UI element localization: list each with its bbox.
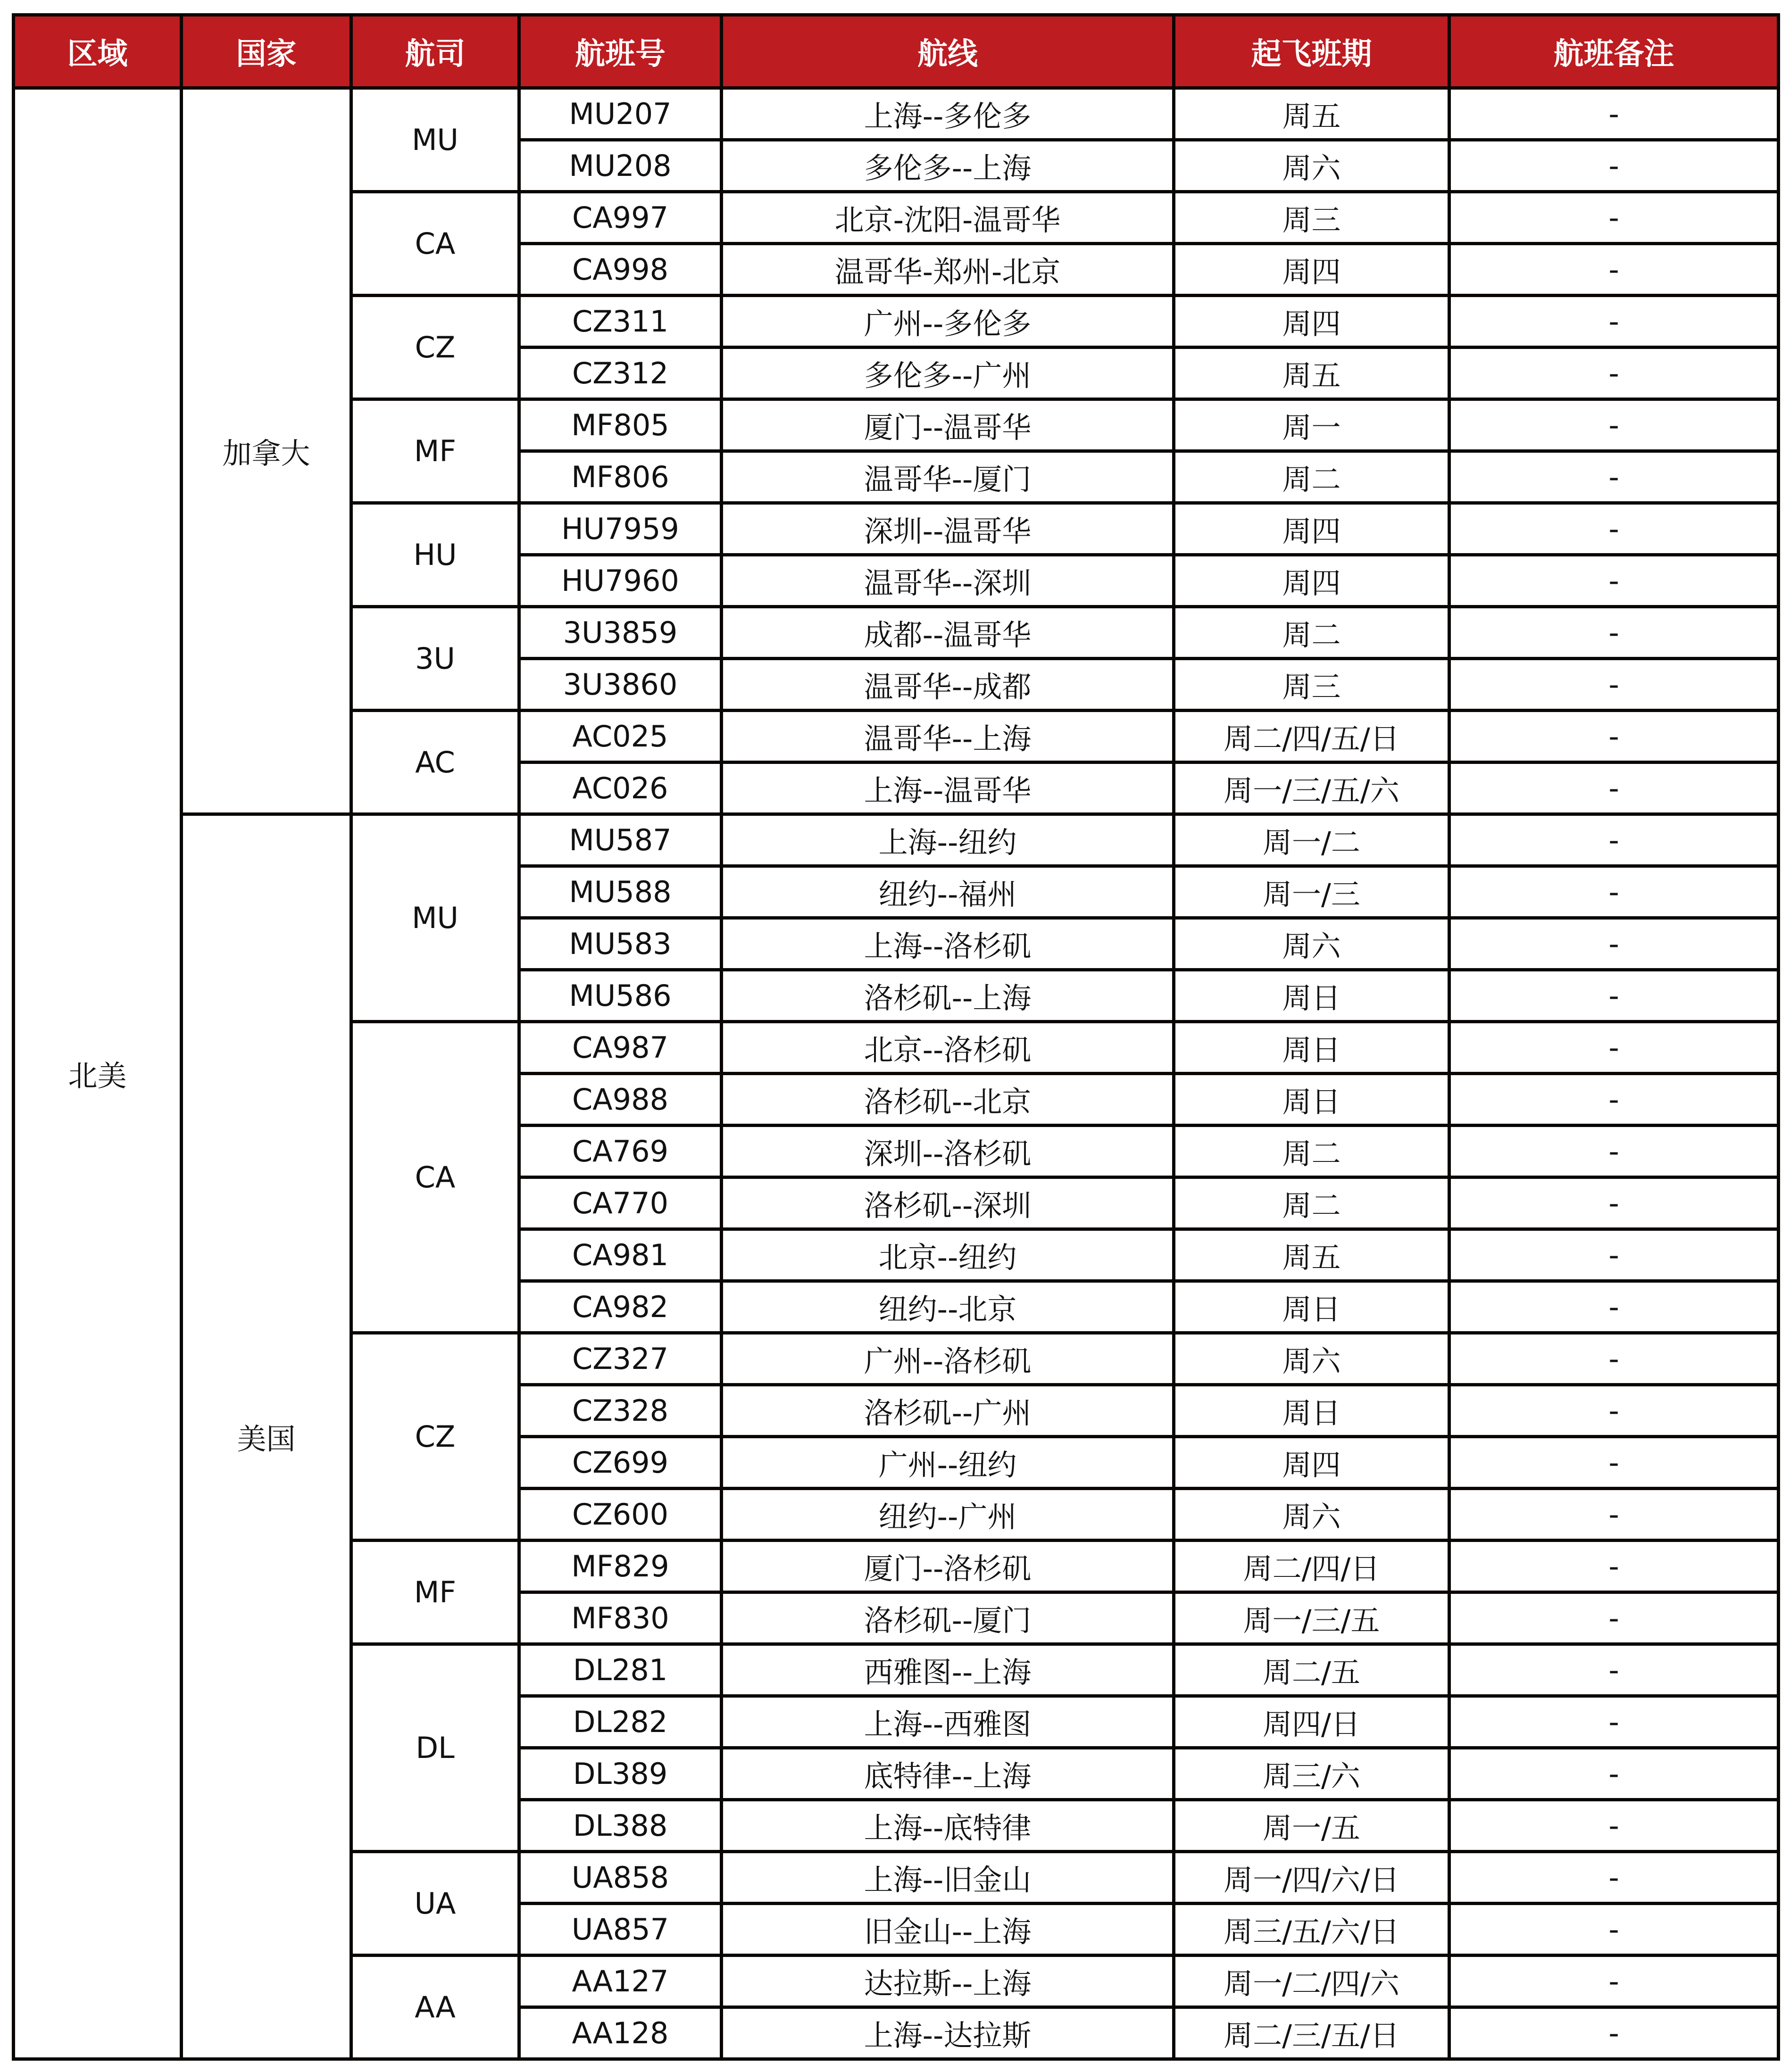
remarks-cell: - <box>1449 1333 1779 1385</box>
schedule-cell: 周四 <box>1174 503 1449 555</box>
remarks-cell: - <box>1449 1696 1779 1748</box>
route-cell: 上海--旧金山 <box>722 1852 1174 1904</box>
flight-number-cell: HU7960 <box>519 555 722 607</box>
remarks-cell: - <box>1449 140 1779 192</box>
flight-number-cell: CA982 <box>519 1281 722 1333</box>
schedule-cell: 周六 <box>1174 918 1449 970</box>
schedule-cell: 周六 <box>1174 1333 1449 1385</box>
flight-number-cell: DL281 <box>519 1644 722 1696</box>
airline-cell: MU <box>351 88 519 192</box>
remarks-cell: - <box>1449 1385 1779 1437</box>
header-airline: 航司 <box>351 15 519 88</box>
schedule-cell: 周三 <box>1174 192 1449 244</box>
route-cell: 上海--达拉斯 <box>722 2007 1174 2059</box>
route-cell: 上海--洛杉矶 <box>722 918 1174 970</box>
remarks-cell: - <box>1449 762 1779 814</box>
flight-number-cell: UA857 <box>519 1904 722 1956</box>
table-row <box>14 814 1779 866</box>
flight-number-cell: CA981 <box>519 1229 722 1281</box>
route-cell: 多伦多--广州 <box>722 348 1174 399</box>
remarks-cell: - <box>1449 1748 1779 1800</box>
flight-number-cell: MF806 <box>519 451 722 503</box>
schedule-cell: 周二 <box>1174 1177 1449 1229</box>
route-cell: 达拉斯--上海 <box>722 1956 1174 2007</box>
route-cell: 北京--纽约 <box>722 1229 1174 1281</box>
schedule-cell: 周三/五/六/日 <box>1174 1904 1449 1956</box>
region-cell: 北美 <box>14 88 182 2059</box>
flight-number-cell: 3U3860 <box>519 659 722 711</box>
remarks-cell: - <box>1449 451 1779 503</box>
remarks-cell: - <box>1449 1852 1779 1904</box>
schedule-cell: 周一/三/五 <box>1174 1592 1449 1644</box>
remarks-cell: - <box>1449 918 1779 970</box>
country-cell: 美国 <box>182 814 351 2059</box>
remarks-cell: - <box>1449 814 1779 866</box>
schedule-cell: 周二 <box>1174 607 1449 659</box>
airline-cell: MU <box>351 814 519 1022</box>
flight-number-cell: MU588 <box>519 866 722 918</box>
header-route: 航线 <box>722 15 1174 88</box>
header-schedule: 起飞班期 <box>1174 15 1449 88</box>
route-cell: 厦门--洛杉矶 <box>722 1541 1174 1592</box>
schedule-cell: 周二 <box>1174 451 1449 503</box>
flight-number-cell: CZ311 <box>519 296 722 348</box>
flight-number-cell: 3U3859 <box>519 607 722 659</box>
remarks-cell: - <box>1449 348 1779 399</box>
airline-cell: DL <box>351 1644 519 1852</box>
route-cell: 洛杉矶--广州 <box>722 1385 1174 1437</box>
flight-number-cell: CZ600 <box>519 1489 722 1541</box>
schedule-cell: 周二/四/五/日 <box>1174 711 1449 762</box>
flight-number-cell: AC025 <box>519 711 722 762</box>
flight-number-cell: UA858 <box>519 1852 722 1904</box>
flight-number-cell: MU587 <box>519 814 722 866</box>
route-cell: 温哥华--厦门 <box>722 451 1174 503</box>
flight-number-cell: MF830 <box>519 1592 722 1644</box>
route-cell: 多伦多--上海 <box>722 140 1174 192</box>
remarks-cell: - <box>1449 1644 1779 1696</box>
route-cell: 旧金山--上海 <box>722 1904 1174 1956</box>
route-cell: 温哥华-郑州-北京 <box>722 244 1174 296</box>
schedule-cell: 周一/二/四/六 <box>1174 1956 1449 2007</box>
schedule-cell: 周二 <box>1174 1126 1449 1177</box>
flight-number-cell: HU7959 <box>519 503 722 555</box>
remarks-cell: - <box>1449 1592 1779 1644</box>
route-cell: 上海--多伦多 <box>722 88 1174 140</box>
schedule-cell: 周五 <box>1174 348 1449 399</box>
airline-cell: AC <box>351 711 519 814</box>
flight-number-cell: DL389 <box>519 1748 722 1800</box>
remarks-cell: - <box>1449 1229 1779 1281</box>
route-cell: 广州--纽约 <box>722 1437 1174 1489</box>
schedule-cell: 周日 <box>1174 1022 1449 1074</box>
route-cell: 洛杉矶--北京 <box>722 1074 1174 1126</box>
route-cell: 纽约--广州 <box>722 1489 1174 1541</box>
header-flight-number: 航班号 <box>519 15 722 88</box>
schedule-cell: 周二/三/五/日 <box>1174 2007 1449 2059</box>
table-row <box>14 88 1779 140</box>
schedule-cell: 周四 <box>1174 1437 1449 1489</box>
remarks-cell: - <box>1449 244 1779 296</box>
flight-number-cell: CZ328 <box>519 1385 722 1437</box>
country-cell: 加拿大 <box>182 88 351 814</box>
header-country: 国家 <box>182 15 351 88</box>
remarks-cell: - <box>1449 1281 1779 1333</box>
remarks-cell: - <box>1449 607 1779 659</box>
route-cell: 温哥华--成都 <box>722 659 1174 711</box>
remarks-cell: - <box>1449 503 1779 555</box>
route-cell: 北京--洛杉矶 <box>722 1022 1174 1074</box>
schedule-cell: 周日 <box>1174 1281 1449 1333</box>
remarks-cell: - <box>1449 970 1779 1022</box>
flight-number-cell: CZ699 <box>519 1437 722 1489</box>
remarks-cell: - <box>1449 1800 1779 1852</box>
remarks-cell: - <box>1449 711 1779 762</box>
airline-cell: UA <box>351 1852 519 1956</box>
flight-number-cell: DL388 <box>519 1800 722 1852</box>
flight-number-cell: MU207 <box>519 88 722 140</box>
route-cell: 广州--洛杉矶 <box>722 1333 1174 1385</box>
flight-schedule-table <box>12 13 1780 2061</box>
flight-number-cell: CA770 <box>519 1177 722 1229</box>
flight-number-cell: MU583 <box>519 918 722 970</box>
route-cell: 上海--温哥华 <box>722 762 1174 814</box>
airline-cell: MF <box>351 1541 519 1644</box>
remarks-cell: - <box>1449 1956 1779 2007</box>
schedule-cell: 周四/日 <box>1174 1696 1449 1748</box>
route-cell: 温哥华--上海 <box>722 711 1174 762</box>
route-cell: 厦门--温哥华 <box>722 399 1174 451</box>
airline-cell: CA <box>351 192 519 296</box>
remarks-cell: - <box>1449 1437 1779 1489</box>
schedule-cell: 周六 <box>1174 1489 1449 1541</box>
flight-number-cell: DL282 <box>519 1696 722 1748</box>
remarks-cell: - <box>1449 88 1779 140</box>
route-cell: 深圳--洛杉矶 <box>722 1126 1174 1177</box>
route-cell: 上海--纽约 <box>722 814 1174 866</box>
table-body <box>14 88 1779 2059</box>
route-cell: 纽约--福州 <box>722 866 1174 918</box>
remarks-cell: - <box>1449 2007 1779 2059</box>
schedule-cell: 周五 <box>1174 88 1449 140</box>
schedule-cell: 周一/五 <box>1174 1800 1449 1852</box>
remarks-cell: - <box>1449 1904 1779 1956</box>
flight-number-cell: CZ312 <box>519 348 722 399</box>
header-row <box>14 15 1779 88</box>
route-cell: 上海--西雅图 <box>722 1696 1174 1748</box>
route-cell: 深圳--温哥华 <box>722 503 1174 555</box>
airline-cell: MF <box>351 399 519 503</box>
airline-cell: CZ <box>351 1333 519 1541</box>
remarks-cell: - <box>1449 1126 1779 1177</box>
remarks-cell: - <box>1449 1489 1779 1541</box>
flight-number-cell: CZ327 <box>519 1333 722 1385</box>
flight-number-cell: MU586 <box>519 970 722 1022</box>
flight-number-cell: AA128 <box>519 2007 722 2059</box>
schedule-cell: 周六 <box>1174 140 1449 192</box>
header-remarks: 航班备注 <box>1449 15 1779 88</box>
flight-number-cell: MF829 <box>519 1541 722 1592</box>
route-cell: 洛杉矶--深圳 <box>722 1177 1174 1229</box>
route-cell: 西雅图--上海 <box>722 1644 1174 1696</box>
remarks-cell: - <box>1449 1074 1779 1126</box>
route-cell: 洛杉矶--上海 <box>722 970 1174 1022</box>
flight-number-cell: MF805 <box>519 399 722 451</box>
route-cell: 上海--底特律 <box>722 1800 1174 1852</box>
schedule-cell: 周一 <box>1174 399 1449 451</box>
flight-number-cell: AC026 <box>519 762 722 814</box>
remarks-cell: - <box>1449 1541 1779 1592</box>
flight-number-cell: MU208 <box>519 140 722 192</box>
remarks-cell: - <box>1449 555 1779 607</box>
route-cell: 底特律--上海 <box>722 1748 1174 1800</box>
route-cell: 洛杉矶--厦门 <box>722 1592 1174 1644</box>
route-cell: 广州--多伦多 <box>722 296 1174 348</box>
schedule-cell: 周四 <box>1174 244 1449 296</box>
airline-cell: HU <box>351 503 519 607</box>
schedule-cell: 周日 <box>1174 1385 1449 1437</box>
schedule-cell: 周日 <box>1174 1074 1449 1126</box>
flight-number-cell: CA987 <box>519 1022 722 1074</box>
schedule-cell: 周三/六 <box>1174 1748 1449 1800</box>
remarks-cell: - <box>1449 659 1779 711</box>
route-cell: 纽约--北京 <box>722 1281 1174 1333</box>
remarks-cell: - <box>1449 1177 1779 1229</box>
airline-cell: AA <box>351 1956 519 2059</box>
schedule-cell: 周二/四/日 <box>1174 1541 1449 1592</box>
airline-cell: 3U <box>351 607 519 711</box>
route-cell: 温哥华--深圳 <box>722 555 1174 607</box>
schedule-cell: 周二/五 <box>1174 1644 1449 1696</box>
flight-number-cell: AA127 <box>519 1956 722 2007</box>
schedule-cell: 周一/三/五/六 <box>1174 762 1449 814</box>
schedule-cell: 周日 <box>1174 970 1449 1022</box>
header-region: 区域 <box>14 15 182 88</box>
airline-cell: CA <box>351 1022 519 1333</box>
remarks-cell: - <box>1449 296 1779 348</box>
schedule-cell: 周四 <box>1174 555 1449 607</box>
flight-number-cell: CA769 <box>519 1126 722 1177</box>
remarks-cell: - <box>1449 192 1779 244</box>
remarks-cell: - <box>1449 399 1779 451</box>
airline-cell: CZ <box>351 296 519 399</box>
schedule-cell: 周五 <box>1174 1229 1449 1281</box>
schedule-cell: 周三 <box>1174 659 1449 711</box>
schedule-cell: 周一/二 <box>1174 814 1449 866</box>
schedule-cell: 周一/四/六/日 <box>1174 1852 1449 1904</box>
route-cell: 成都--温哥华 <box>722 607 1174 659</box>
flight-number-cell: CA988 <box>519 1074 722 1126</box>
remarks-cell: - <box>1449 1022 1779 1074</box>
remarks-cell: - <box>1449 866 1779 918</box>
schedule-cell: 周四 <box>1174 296 1449 348</box>
route-cell: 北京-沈阳-温哥华 <box>722 192 1174 244</box>
flight-number-cell: CA997 <box>519 192 722 244</box>
schedule-cell: 周一/三 <box>1174 866 1449 918</box>
flight-number-cell: CA998 <box>519 244 722 296</box>
